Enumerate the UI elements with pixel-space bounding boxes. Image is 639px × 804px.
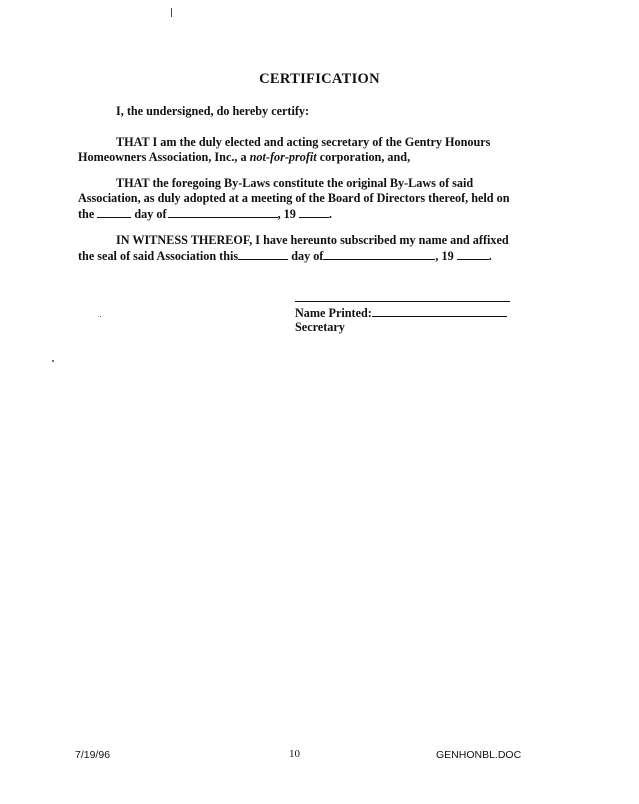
italic-text: not-for-profit bbox=[249, 150, 317, 164]
blank-year-field[interactable] bbox=[299, 206, 329, 218]
name-printed-field[interactable] bbox=[372, 305, 507, 317]
paragraph-1-line-2 bbox=[78, 150, 410, 165]
document-title: CERTIFICATION bbox=[259, 71, 380, 87]
paragraph-2-line-1: THAT the foregoing By-Laws constitute the original By-Laws of said bbox=[116, 176, 474, 190]
text-segment: day of bbox=[291, 249, 324, 263]
paragraph-2-line-2: Association, as duly adopted at a meeting of the Board of Directors thereof, held on bbox=[78, 191, 510, 205]
text-segment: . bbox=[488, 249, 492, 263]
text-segment: , 19 bbox=[435, 249, 454, 263]
text-segment: the bbox=[78, 207, 95, 221]
paragraph-1-line-1: THAT I am the duly elected and acting secretary of the Gentry Honours bbox=[116, 135, 491, 149]
scan-dot bbox=[100, 316, 101, 317]
blank-month-field[interactable] bbox=[323, 248, 435, 260]
paragraph-3-line-2 bbox=[78, 248, 492, 264]
name-printed-row bbox=[295, 305, 507, 321]
blank-year-field[interactable] bbox=[457, 248, 489, 260]
page-number: 10 bbox=[289, 748, 300, 760]
footer-filename: GENHONBL.DOC bbox=[436, 749, 522, 761]
text-segment: , 19 bbox=[277, 207, 296, 221]
paragraph-2-line-3 bbox=[78, 206, 332, 222]
text-segment: the seal of said Association this bbox=[78, 249, 239, 263]
intro-text: I, the undersigned, do hereby certify: bbox=[116, 104, 310, 118]
text-segment: . bbox=[328, 207, 332, 221]
paragraph-3-line-1: IN WITNESS THEREOF, I have hereunto subscribed my name and affixed bbox=[116, 233, 509, 247]
scan-dot bbox=[52, 360, 54, 362]
footer-date: 7/19/96 bbox=[75, 749, 111, 761]
secretary-label: Secretary bbox=[295, 320, 345, 334]
blank-day-field[interactable] bbox=[97, 206, 131, 218]
text-segment: day of bbox=[134, 207, 167, 221]
blank-day-field[interactable] bbox=[238, 248, 288, 260]
name-printed-label: Name Printed: bbox=[295, 306, 372, 320]
scan-mark bbox=[171, 8, 172, 17]
text-segment: corporation, and, bbox=[316, 150, 411, 164]
blank-month-field[interactable] bbox=[168, 206, 278, 218]
text-segment: Homeowners Association, Inc., a bbox=[78, 150, 250, 164]
signature-line[interactable] bbox=[295, 301, 510, 302]
